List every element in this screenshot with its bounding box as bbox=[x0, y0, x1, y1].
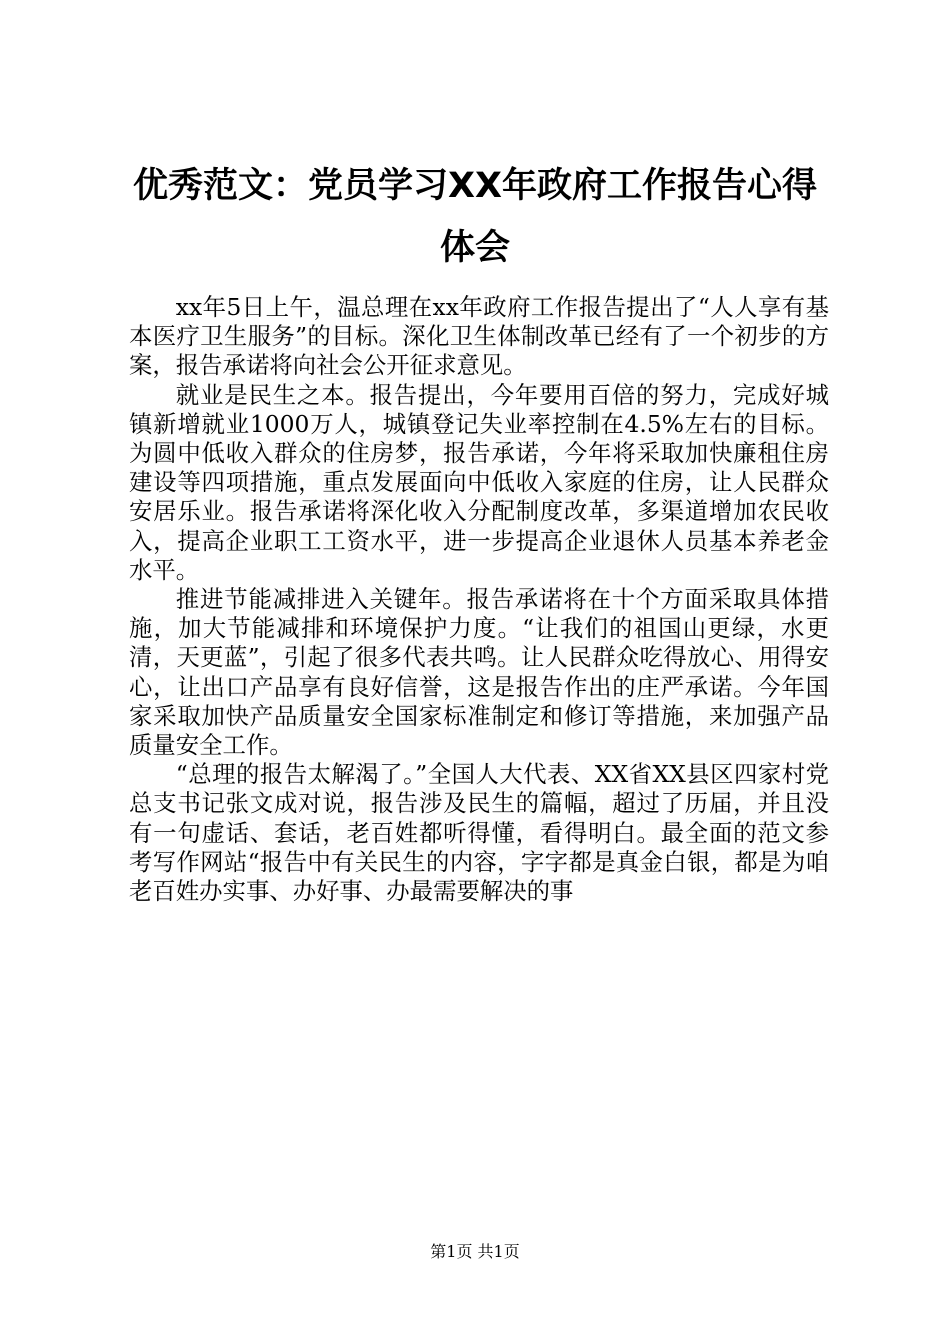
document-title: 优秀范文：党员学习XX年政府工作报告心得体会 bbox=[133, 166, 817, 268]
page-footer bbox=[0, 1242, 950, 1262]
paragraph-2: 就业是民生之本。报告提出，今年要用百倍的努力，完成好城镇新增就业1000万人，城镇登记失业率控制在4.5%左右的目标。为圆中低收入群众的住房梦，报告承诺，今年将采取加快廉租住房建设等四项措施，重点发展面向中低收入家庭的住房，让人民群众安居乐业。报告承诺将深化收入分配制度改革，多渠道增加农民收入，提高企业职工工资水平，进一步提高企业退休人员基本养老金水平。 bbox=[129, 380, 829, 584]
paragraph-3: 推进节能减排进入关键年。报告承诺将在十个方面采取具体措施，加大节能减排和环境保护力度。“让我们的祖国山更绿，水更清，天更蓝”，引起了很多代表共鸣。让人民群众吃得放心、用得安心，让出口产品享有良好信誉，这是报告作出的庄严承诺。今年国家采取加快产品质量安全国家标准制定和修订等措施，来加强产品质量安全工作。 bbox=[129, 585, 829, 760]
page-total: 共1页 bbox=[477, 1242, 520, 1261]
paragraph-1: xx年5日上午，温总理在xx年政府工作报告提出了“人人享有基本医疗卫生服务”的目标。深化卫生体制改革已经有了一个初步的方案，报告承诺将向社会公开征求意见。 bbox=[129, 293, 829, 380]
page-number: 第1页 bbox=[430, 1242, 473, 1261]
paragraph-4: “总理的报告太解渴了。”全国人大代表、XX省XX县区四家村党总支书记张文成对说，报告涉及民生的篇幅，超过了历届，并且没有一句虚话、套话，老百姓都听得懂，看得明白。最全面的范文参考写作网站“报告中有关民生的内容，字字都是真金白银，都是为咱老百姓办实事、办好事、办最需要解决的事 bbox=[129, 760, 829, 906]
document-body bbox=[129, 293, 829, 906]
